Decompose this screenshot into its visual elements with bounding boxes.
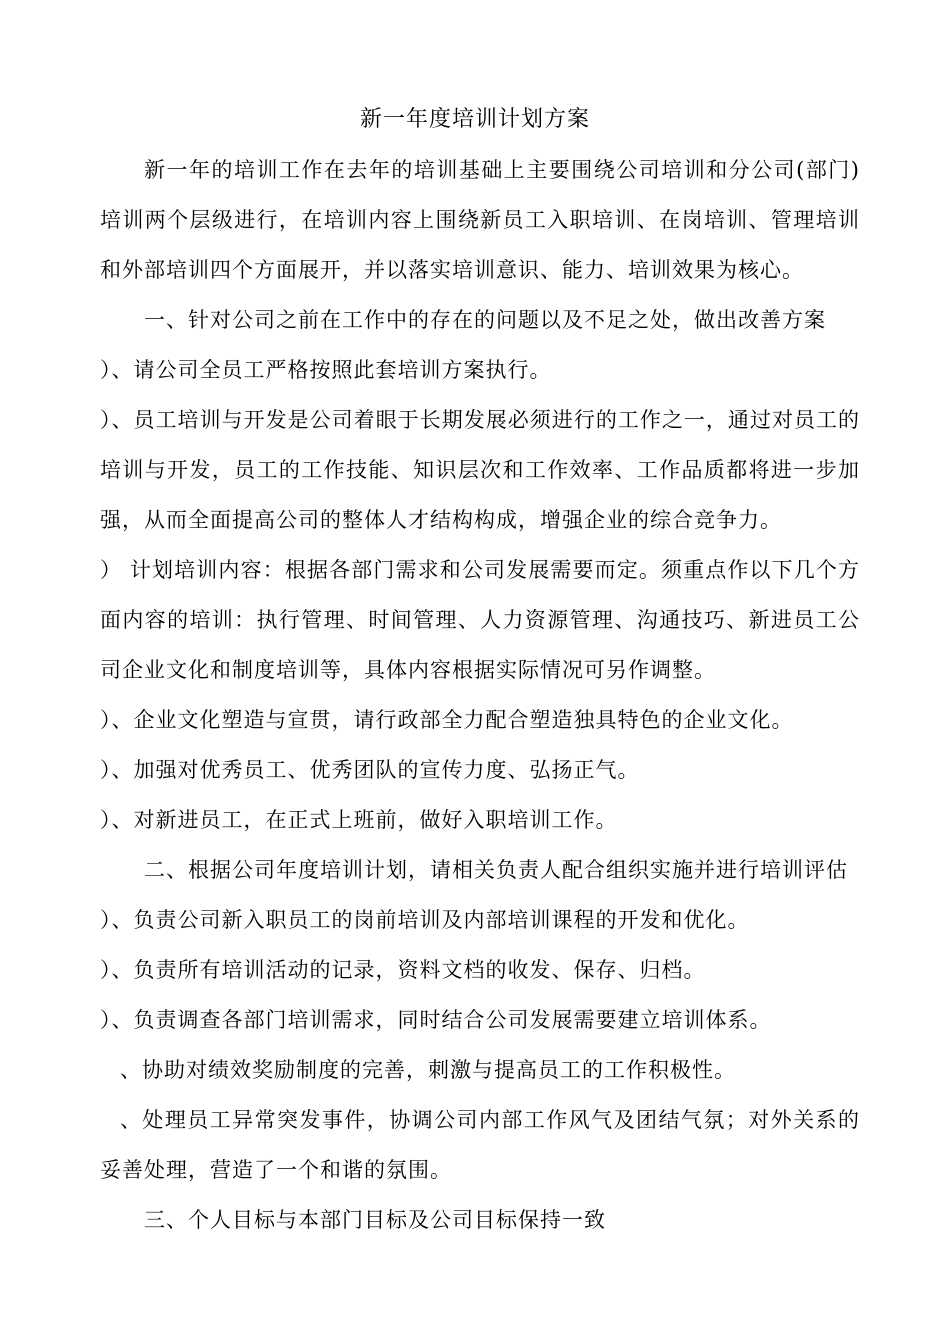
- intro-paragraph: 新一年的培训工作在去年的培训基础上主要围绕公司培训和分公司(部门)培训两个层级进行，在培训内容上围绕新员工入职培训、在岗培训、管理培训和外部培训四个方面展开，并以落实培训意识、能力、培训效果为核心。: [100, 158, 860, 282]
- section3-heading: 三、个人目标与本部门目标及公司目标保持一致: [144, 1208, 606, 1232]
- section2-item-3: ）、负责调查各部门培训需求，同时结合公司发展需要建立培训体系。: [100, 1008, 772, 1032]
- section2-item-5: 、处理员工异常突发事件，协调公司内部工作风气及团结气氛；对外关系的妥善处理，营造了一个和谐的氛围。: [100, 1108, 860, 1182]
- section2-item-2: ）、负责所有培训活动的记录，资料文档的收发、保存、归档。: [100, 958, 706, 982]
- section1-item-6: ）、对新进员工，在正式上班前，做好入职培训工作。: [100, 808, 618, 832]
- section1-item-3: ） 计划培训内容：根据各部门需求和公司发展需要而定。须重点作以下几个方面内容的培训：执行管理、时间管理、人力资源管理、沟通技巧、新进员工公司企业文化和制度培训等，具体内容根据实际情况可另作调整。: [100, 558, 860, 682]
- section1-item-1: ）、请公司全员工严格按照此套培训方案执行。: [100, 358, 552, 382]
- section1-item-4: ）、企业文化塑造与宣贯，请行政部全力配合塑造独具特色的企业文化。: [100, 708, 794, 732]
- section2-item-1: ）、负责公司新入职员工的岗前培训及内部培训课程的开发和优化。: [100, 908, 750, 932]
- section1-item-5: ）、加强对优秀员工、优秀团队的宣传力度、弘扬正气。: [100, 758, 640, 782]
- section1-heading: 一、针对公司之前在工作中的存在的问题以及不足之处，做出改善方案: [144, 308, 826, 332]
- section2-item-4: 、协助对绩效奖励制度的完善，刺激与提高员工的工作积极性。: [120, 1058, 736, 1082]
- document-title: 新一年度培训计划方案: [359, 107, 590, 132]
- section1-item-2: ）、员工培训与开发是公司着眼于长期发展必须进行的工作之一，通过对员工的培训与开发，员工的工作技能、知识层次和工作效率、工作品质都将进一步加强，从而全面提高公司的整体人才结构构成，增强企业的综合竞争力。: [100, 408, 860, 532]
- section2-heading: 二、根据公司年度培训计划，请相关负责人配合组织实施并进行培训评估: [144, 858, 848, 882]
